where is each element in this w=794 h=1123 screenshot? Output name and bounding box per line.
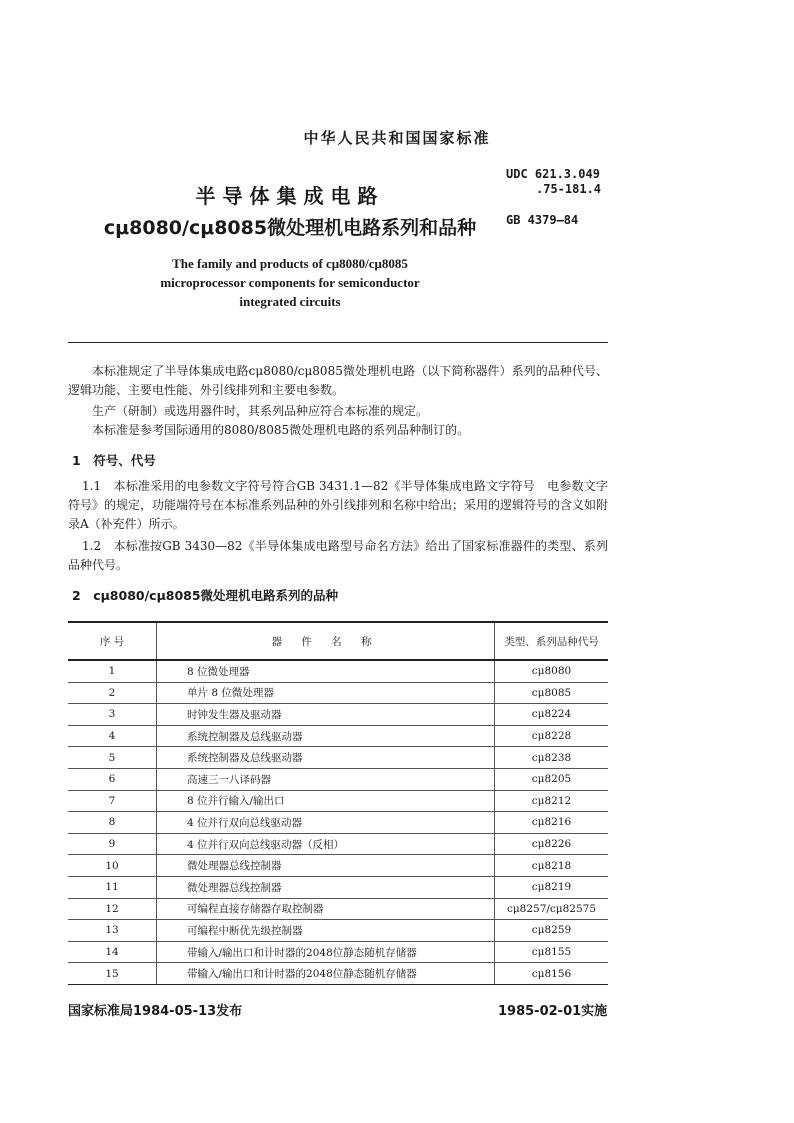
cell-device-name: 4 位并行双向总线驱动器（反相） (157, 833, 495, 855)
cell-serial-number: 11 (68, 876, 157, 898)
cell-type-code: cμ8156 (495, 963, 609, 985)
section-2-heading: 2 cμ8080/cμ8085微处理机电路系列的品种 (72, 588, 339, 603)
cell-serial-number: 13 (68, 920, 157, 942)
cell-type-code: cμ8228 (495, 725, 609, 747)
header-serial-number: 序 号 (68, 622, 157, 660)
product-table (68, 621, 608, 985)
table-row (68, 833, 608, 855)
cell-serial-number: 4 (68, 725, 157, 747)
udc-code-line1: UDC 621.3.049 (506, 167, 600, 181)
header-device-name: 器 件 名 称 (157, 622, 495, 660)
english-title-line1: The family and products of cμ8080/cμ8085 (172, 256, 408, 271)
table-row (68, 682, 608, 704)
cell-type-code: cμ8238 (495, 747, 609, 769)
table-row (68, 876, 608, 898)
table-row (68, 963, 608, 985)
table-row (68, 660, 608, 682)
cell-type-code: cμ8259 (495, 920, 609, 942)
cell-type-code: cμ8080 (495, 660, 609, 682)
cell-device-name: 4 位并行双向总线驱动器 (157, 812, 495, 834)
header-type-code: 类型、系列品种代号 (495, 622, 609, 660)
cell-type-code: cμ8216 (495, 812, 609, 834)
cell-type-code: cμ8224 (495, 704, 609, 726)
cell-serial-number: 2 (68, 682, 157, 704)
cell-serial-number: 7 (68, 790, 157, 812)
cell-device-name: 带输入/输出口和计时器的2048位静态随机存储器 (157, 941, 495, 963)
issued-date: 国家标准局1984-05-13发布 (68, 1004, 243, 1019)
cell-device-name: 可编程直接存储器存取控制器 (157, 898, 495, 920)
cell-device-name: 8 位并行输入/输出口 (157, 790, 495, 812)
cell-device-name: 8 位微处理器 (157, 660, 495, 682)
cell-device-name: 可编程中断优先级控制器 (157, 920, 495, 942)
cell-device-name: 系统控制器及总线驱动器 (157, 747, 495, 769)
section-1-1-text: 1.1 本标准采用的电参数文字符号符合GB 3431.1—82《半导体集成电路文字符号 电参数文字符号》的规定，功能端符号在本标准系列品种的外引线排列和名称中给出；采用的逻辑符号的含义如附录A（补充件）所示。 (68, 479, 609, 531)
cell-serial-number: 3 (68, 704, 157, 726)
cell-type-code: cμ8205 (495, 768, 609, 790)
intro-paragraph-2: 生产（研制）或选用器件时，其系列品种应符合本标准的规定。 (92, 404, 429, 418)
table-row (68, 855, 608, 877)
cell-device-name: 单片 8 位微处理器 (157, 682, 495, 704)
cell-type-code: cμ8226 (495, 833, 609, 855)
table-body (68, 660, 608, 984)
table-row (68, 725, 608, 747)
table-row (68, 768, 608, 790)
table-row (68, 898, 608, 920)
cell-device-name: 带输入/输出口和计时器的2048位静态随机存储器 (157, 963, 495, 985)
header-divider (68, 342, 608, 343)
cell-serial-number: 14 (68, 941, 157, 963)
cell-type-code: cμ8218 (495, 855, 609, 877)
cell-serial-number: 5 (68, 747, 157, 769)
cell-serial-number: 10 (68, 855, 157, 877)
cell-type-code: cμ8212 (495, 790, 609, 812)
cell-serial-number: 15 (68, 963, 157, 985)
table-row (68, 747, 608, 769)
cell-serial-number: 12 (68, 898, 157, 920)
cell-type-code: cμ8085 (495, 682, 609, 704)
udc-code-line2: .75-181.4 (536, 182, 602, 196)
english-title-line2: microprocessor components for semiconductor (160, 275, 420, 290)
table-row (68, 790, 608, 812)
gb-number: GB 4379—84 (506, 213, 579, 227)
cell-serial-number: 6 (68, 768, 157, 790)
table-header-row (68, 622, 608, 660)
cell-serial-number: 9 (68, 833, 157, 855)
cell-device-name: 微处理器总线控制器 (157, 876, 495, 898)
section-1-2-text: 1.2 本标准按GB 3430—82《半导体集成电路型号命名方法》给出了国家标准器件的类型、系列品种代号。 (68, 539, 608, 572)
cell-type-code: cμ8219 (495, 876, 609, 898)
cell-serial-number: 1 (68, 660, 157, 682)
table-row (68, 941, 608, 963)
table-row (68, 812, 608, 834)
effective-date: 1985-02-01实施 (498, 1004, 608, 1019)
national-standard-heading: 中华人民共和国国家标准 (303, 129, 491, 147)
document-title-line2: cμ8080/cμ8085微处理机电路系列和品种 (103, 217, 477, 239)
cell-type-code: cμ8155 (495, 941, 609, 963)
document-title-line1: 半导体集成电路 (195, 184, 385, 208)
english-title-line3: integrated circuits (239, 294, 341, 309)
cell-device-name: 高速三一八译码器 (157, 768, 495, 790)
cell-device-name: 微处理器总线控制器 (157, 855, 495, 877)
cell-serial-number: 8 (68, 812, 157, 834)
section-1-heading: 1 符号、代号 (72, 453, 156, 468)
cell-device-name: 时钟发生器及驱动器 (157, 704, 495, 726)
table-row (68, 920, 608, 942)
intro-paragraph-3: 本标准是参考国际通用的8080/8085微处理机电路的系列品种制订的。 (92, 423, 470, 437)
cell-type-code: cμ8257/cμ82575 (495, 898, 609, 920)
cell-device-name: 系统控制器及总线驱动器 (157, 725, 495, 747)
table-row (68, 704, 608, 726)
intro-paragraph-1: 本标准规定了半导体集成电路cμ8080/cμ8085微处理机电路（以下简称器件）系列的品种代号、逻辑功能、主要电性能、外引线排列和主要电参数。 (68, 364, 608, 397)
